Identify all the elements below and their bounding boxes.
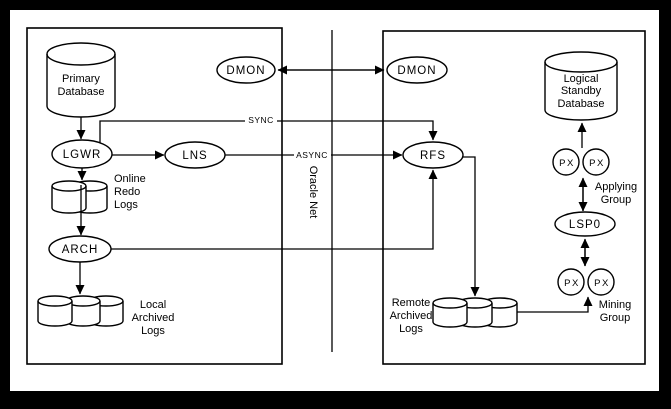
local-archived-label-1: Local	[139, 299, 167, 311]
mining-px-right-label: PX	[594, 278, 610, 289]
mining-group-label-2: Group	[599, 312, 631, 324]
lsp0-label: LSP0	[568, 219, 602, 231]
primary-db-label-2: Database	[57, 86, 105, 98]
sync-label: SYNC	[248, 115, 274, 125]
mining-px-left-label: PX	[564, 278, 580, 289]
online-redo-label-3: Logs	[114, 199, 138, 211]
applying-group-label-2: Group	[600, 194, 632, 206]
lgwr-label: LGWR	[62, 149, 102, 161]
local-archived-label-3: Logs	[141, 325, 165, 337]
online-redo-label-1: Online	[114, 173, 146, 185]
arch-label: ARCH	[61, 244, 99, 256]
applying-px-left-label: PX	[559, 158, 575, 169]
applying-group-label-1: Applying	[594, 181, 638, 193]
async-label: ASYNC	[296, 150, 328, 160]
standby-db-label-1: Logical	[563, 73, 599, 85]
lns-label: LNS	[182, 150, 208, 162]
dmon-primary-label: DMON	[226, 65, 266, 77]
local-archived-logs-cylinders	[38, 296, 123, 326]
standby-db-label-3: Database	[557, 98, 605, 110]
online-redo-logs-cylinders	[52, 181, 107, 213]
remote-archived-label-1: Remote	[391, 297, 431, 309]
dmon-standby-label: DMON	[397, 65, 437, 77]
mining-group-label-1: Mining	[598, 299, 632, 311]
standby-db-label-2: Standby	[560, 85, 602, 97]
remote-archived-label-3: Logs	[399, 323, 423, 335]
primary-db-label-1: Primary	[62, 73, 100, 85]
local-archived-label-2: Archived	[131, 312, 175, 324]
oracle-net-label: Oracle Net	[307, 165, 319, 219]
applying-px-right-label: PX	[589, 158, 605, 169]
remote-archived-logs-cylinders	[433, 298, 517, 327]
remote-archived-label-2: Archived	[389, 310, 433, 322]
rfs-label: RFS	[420, 150, 446, 162]
online-redo-label-2: Redo	[114, 186, 141, 198]
